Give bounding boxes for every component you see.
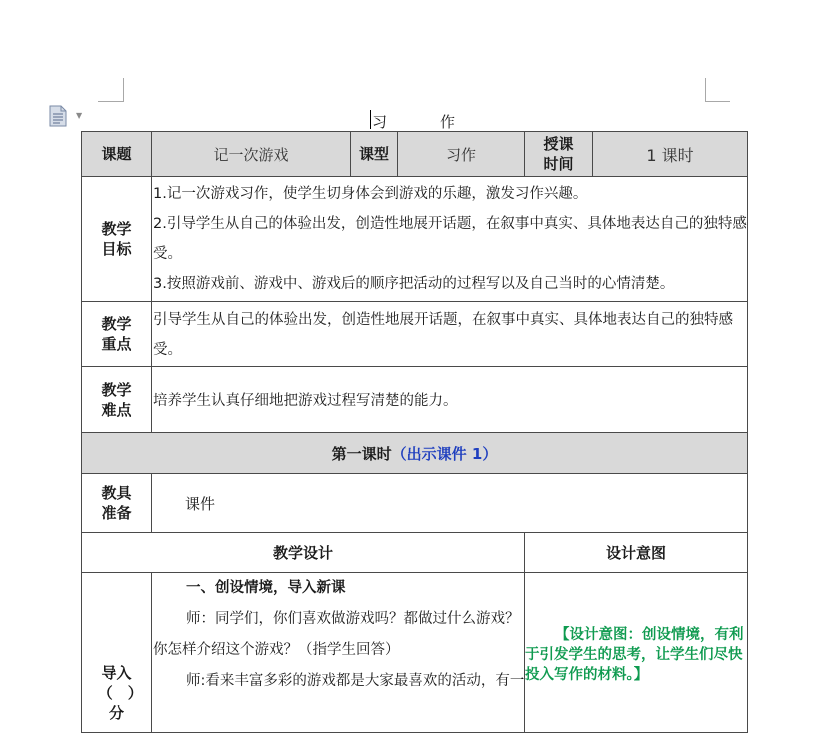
table-row [82,177,748,302]
courseware-note: （出示课件 1） [391,444,498,463]
lesson-plan-table [81,131,748,733]
intent-header: 设计意图 [525,533,748,573]
time-value: 1 课时 [593,132,748,177]
label-difficulty-text: 教学难点 [101,380,132,419]
key-text: 引导学生从自己的体验出发，创造性地展开话题，在叙事中真实、具体地表达自己的独特感受。 [153,312,733,358]
label-tools [82,474,152,533]
difficulty-text: 培养学生认真仔细地把游戏过程写清楚的能力。 [153,392,458,409]
page-crop-mark-top-left [98,78,124,102]
intro-heading: 一、创设情境，导入新课 [186,580,346,596]
label-tools-text: 教具准备 [101,484,132,522]
goal-line: 2.引导学生从自己的体验出发，创造性地展开话题，在叙事中真实、具体地表达自己的独特感受。 [153,216,747,262]
label-goals-text: 教学目标 [101,220,132,258]
label-key-text: 教学重点 [101,315,132,353]
lesson-title: 第一课时 [331,444,392,463]
label-difficulty [82,367,152,433]
page-crop-mark-top-right [705,78,730,102]
goal-line: 1.记一次游戏习作，使学生切身体会到游戏的乐趣，激发习作兴趣。 [153,186,588,202]
table-row [82,433,748,474]
label-key [82,302,152,367]
chevron-down-icon[interactable]: ▼ [76,111,83,120]
topic-value: 记一次游戏 [152,132,351,177]
title-char-2: 作 [440,113,456,131]
design-header: 教学设计 [82,533,525,573]
intro-intent [525,573,748,733]
title-char-1: 习 [372,113,388,131]
intro-para: 师：同学们，你们喜欢做游戏吗？都做过什么游戏？你怎样介绍这个游戏？（指学生回答） [153,611,520,658]
intro-para: 师:看来丰富多彩的游戏都是大家最喜欢的活动，有一 [186,673,524,689]
tools-text: 课件 [185,494,216,513]
table-row [82,132,748,177]
label-intro [82,573,152,733]
table-row [82,474,748,533]
difficulty-content [152,367,748,433]
paste-options-icon[interactable] [48,105,68,127]
label-type: 课型 [351,132,398,177]
table-row [82,302,748,367]
type-value: 习作 [398,132,525,177]
goal-line: 3.按照游戏前、游戏中、游戏后的顺序把活动的过程写以及自己当时的心情清楚。 [153,276,675,292]
label-intro-text: 导入（ ）分 [97,664,136,722]
intro-content [152,573,525,733]
goals-content [152,177,748,302]
text-cursor [370,110,371,129]
table-row [82,573,748,733]
tools-content [152,474,748,533]
label-time [525,132,593,177]
intent-text: 【设计意图：创设情境，有利于引发学生的思考，让学生们尽快投入写作的材料。】 [525,627,744,683]
table-row [82,367,748,433]
table-row [82,533,748,573]
lesson-section-header [82,433,748,474]
label-goals [82,177,152,302]
label-time-text: 授课时间 [543,135,574,173]
label-topic: 课题 [82,132,152,177]
key-content [152,302,748,367]
